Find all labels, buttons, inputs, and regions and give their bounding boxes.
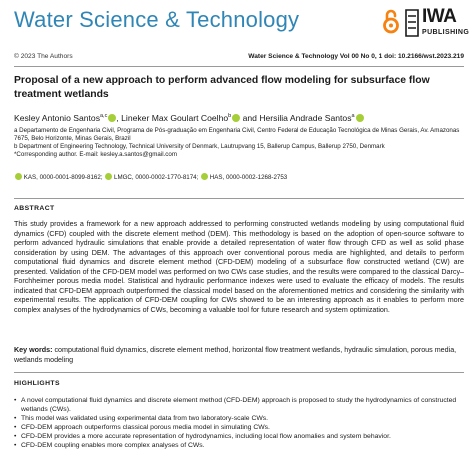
orcid-icon[interactable] bbox=[108, 114, 116, 122]
highlight-item: • CFD-DEM provides a more accurate representation of hydrodynamics, including local flow anomalies and system behavior. bbox=[14, 432, 464, 441]
keywords bbox=[14, 346, 464, 365]
publisher-logo-text: IWA bbox=[422, 6, 457, 27]
publisher-logo-subtext: PUBLISHING bbox=[422, 29, 470, 36]
orcid-icon bbox=[15, 173, 22, 180]
author-name[interactable]: Lineker Max Goulart Coelho bbox=[121, 112, 229, 123]
orcid-initials: HAS bbox=[209, 174, 223, 181]
highlight-item: • CFD-DEM approach outperforms classical porous media model in simulating CWs. bbox=[14, 423, 464, 432]
divider bbox=[14, 198, 464, 199]
orcid-icon bbox=[201, 173, 208, 180]
orcid-icon bbox=[105, 173, 112, 180]
orcid-list: KAS, 0000-0001-8099-8162; LMGC, 0000-0002-1770-8174; HAS, 0000-0002-1268-2753 bbox=[14, 173, 464, 181]
article-meta bbox=[14, 53, 464, 65]
corresponding-author: *Corresponding author. E-mail: kesley.a.santos@gmail.com bbox=[14, 151, 177, 158]
highlights-list bbox=[14, 396, 464, 451]
affiliation-marks: b bbox=[228, 113, 232, 119]
highlights-heading: HIGHLIGHTS bbox=[14, 380, 60, 387]
orcid-initials: LMGC bbox=[114, 174, 132, 181]
orcid-id[interactable]: 0000-0001-8099-8162 bbox=[39, 174, 101, 181]
affiliation-marks: a,c bbox=[100, 113, 108, 119]
paper-title: Proposal of a new approach to perform advanced flow modeling for subsurface flow treatment wetlands bbox=[14, 75, 430, 100]
iwa-logo-mark-icon bbox=[404, 8, 420, 38]
journal-title: Water Science & Technology bbox=[14, 7, 300, 32]
citation-doi[interactable]: Water Science & Technology Vol 00 No 0, 1 doi: 10.2166/wst.2023.219 bbox=[248, 53, 464, 60]
orcid-icon[interactable] bbox=[356, 114, 364, 122]
author-name[interactable]: Hersilia Andrade Santos bbox=[259, 112, 352, 123]
highlight-item: • CFD-DEM coupling enables more complex analyses of CWs. bbox=[14, 441, 464, 450]
keywords-label: Key words: bbox=[14, 346, 53, 354]
orcid-icon[interactable] bbox=[232, 114, 240, 122]
orcid-initials: KAS bbox=[23, 174, 37, 181]
author-list: Kesley Antonio Santos$^{a,c}$ , Lineker Max Goulart Coelho$^b$ and Hersilia Andrade Santos$^a$ bbox=[14, 111, 464, 124]
abstract-heading: ABSTRACT bbox=[14, 205, 55, 212]
copyright-notice: © 2023 The Authors bbox=[14, 53, 73, 60]
divider bbox=[14, 372, 464, 373]
affiliation-a: a Departamento de Engenharia Civil, Programa de Pós-graduação em Engenharia Civil, Centro Federal de Educação Tecnológica de Minas Gerais, Av. Amazonas 7675, Belo Horizonte, Minas Gerais, Brazil bbox=[14, 127, 460, 142]
highlight-item: • A novel computational fluid dynamics and discrete element method (CFD-DEM) approach is proposed to study the hydrodynamics of constructed wetlands (CWs). bbox=[14, 396, 464, 414]
keywords-text: computational fluid dynamics, discrete element method, horizontal flow treatment wetlands, hydraulic simulation, porous media, wetlands modeling bbox=[14, 346, 457, 364]
orcid-id[interactable]: 0000-0002-1268-2753 bbox=[225, 174, 288, 181]
journal-header bbox=[0, 0, 474, 44]
highlight-item: • This model was validated using experimental data from two laboratory-scale CWs. bbox=[14, 414, 464, 423]
author-name[interactable]: Kesley Antonio Santos bbox=[14, 112, 100, 123]
affiliation-marks: a bbox=[351, 113, 355, 119]
divider bbox=[14, 66, 464, 67]
orcid-id[interactable]: 0000-0002-1770-8174 bbox=[135, 174, 197, 181]
affiliation-b: b Department of Engineering Technology, Technical University of Denmark, Lautrupvang 15, Ballerup Campus, Ballerup 2750, Denmark bbox=[14, 143, 385, 150]
publisher-logo bbox=[404, 4, 470, 42]
open-access-icon bbox=[382, 8, 400, 34]
abstract-text: This study provides a framework for a new approach addressed to performing constructed wetlands modeling by using computational fluid dynamics (CFD) coupled with the discrete element method (DEM). This methodology is based on the adoption of open-source software to perform advanced hydraulic simulations that enable provide a detailed representation of water flow through CFD as well as solid phase consideration by using DEM. The advantages of this approach over conventional porous media are highlighted, and details to perform computational fluid dynamics and discrete element method (CFD-DEM) modeling of a subsurface flow constructed wetland (CW) are presented. Validation of the CFD-DEM model was performed on two CWs case studies, and the results were compared to the classical Darcy–Forchheimer porous media model. Statistical and hydraulic performance indexes were used to evaluate the efficacy of models. The results indicated that CFD-DEM approach outperformed the classical model based on the aforementioned metrics and considering the similarity with experimental results. The application of CFD-DEM coupling for CWs showed to be an interesting approach as it enables to perform more complex analyses of the hydrodynamics of CWs, becoming a valuable tool for future research and system optimization. bbox=[14, 220, 464, 314]
